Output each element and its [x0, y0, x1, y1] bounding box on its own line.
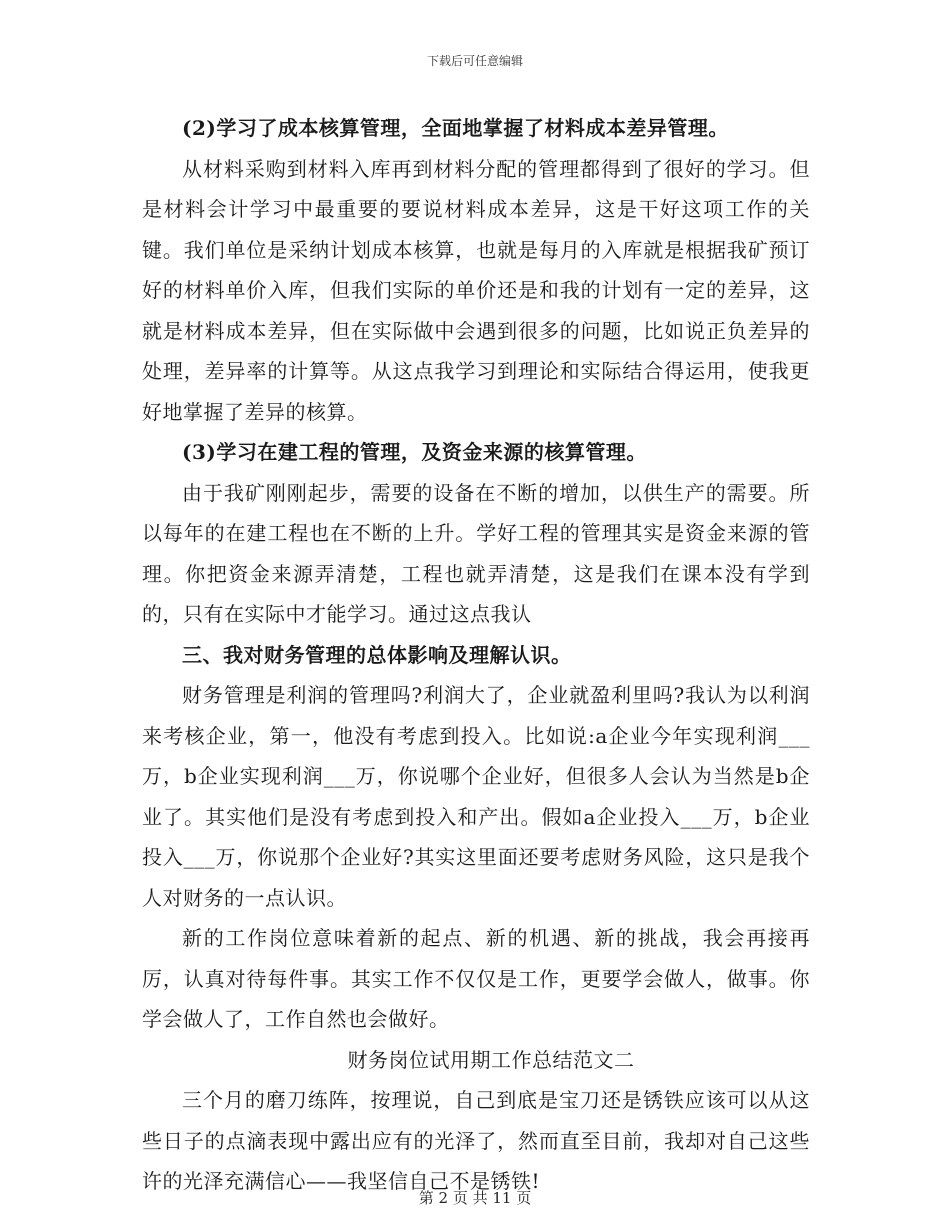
document-body: [142, 108, 810, 1202]
article-title-two: 财务岗位试用期工作总结范文二: [347, 1047, 635, 1072]
paragraph-material-cost: 从材料采购到材料入库再到材料分配的管理都得到了很好的学习。但是材料会计学习中最重要的要说材料成本差异，这是干好这项工作的关键。我们单位是采纳计划成本核算，也就是每月的入库就是根据我矿预订好的材料单价入库，但我们实际的单价还是和我的计划有一定的差异，这就是材料成本差异，但在实际做中会遇到很多的问题，比如说正负差异的处理，差异率的计算等。从这点我学习到理论和实际结合得运用，使我更好地掌握了差异的核算。: [142, 156, 810, 424]
paragraph-new-position: 新的工作岗位意味着新的起点、新的机遇、新的挑战，我会再接再厉，认真对待每件事。其实工作不仅仅是工作，更要学会做人，做事。你学会做人了，工作自然也会做好。: [142, 926, 810, 1031]
paragraph-three-months: 三个月的磨刀练阵，按理说，自己到底是宝刀还是锈铁应该可以从这些日子的点滴表现中露出应有的光泽了，然而直至目前，我却对自己这些许的光泽充满信心——我坚信自己不是锈铁!: [142, 1088, 810, 1193]
section-heading-financial-understanding: 三、我对财务管理的总体影响及理解认识。: [182, 642, 572, 667]
section-heading-cost-accounting: (2)学习了成本核算管理，全面地掌握了材料成本差异管理。: [182, 116, 729, 140]
section-heading-construction: (3)学习在建工程的管理，及资金来源的核算管理。: [182, 440, 647, 464]
paragraph-profit-management: 财务管理是利润的管理吗?利润大了，企业就盈利里吗?我认为以利润来考核企业，第一，他没有考虑到投入。比如说:a企业今年实现利润___万，b企业实现利润___万，你说哪个企业好，但很多人会认为当然是b企业了。其实他们是没有考虑到投入和产出。假如a企业投入___万，b企业投入___万，你说那个企业好?其实这里面还要考虑财务风险，这只是我个人对财务的一点认识。: [142, 683, 810, 910]
page-footer: 第 2 页 共 11 页: [418, 1189, 532, 1207]
page-header: 下载后可任意编辑: [426, 54, 523, 68]
paragraph-construction: 由于我矿刚刚起步，需要的设备在不断的增加，以供生产的需要。所以每年的在建工程也在不断的上升。学好工程的管理其实是资金来源的管理。你把资金来源弄清楚，工程也就弄清楚，这是我们在课本没有学到的，只有在实际中才能学习。通过这点我认: [142, 480, 810, 626]
